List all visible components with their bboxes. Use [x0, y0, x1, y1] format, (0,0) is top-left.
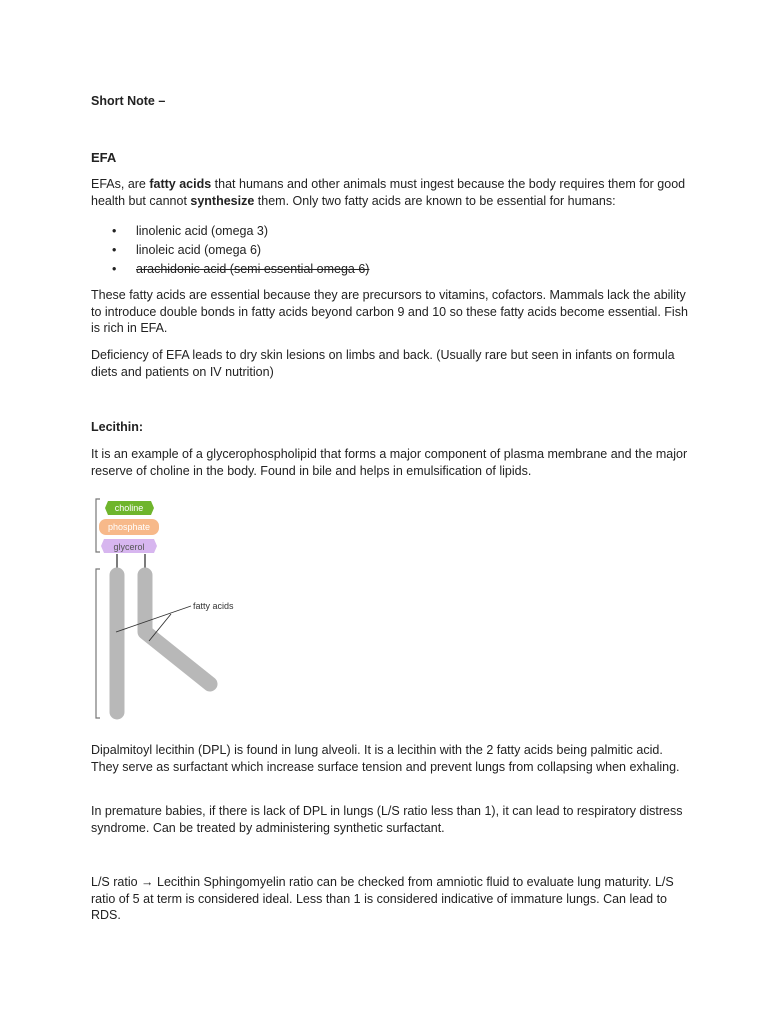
- efa-intro-bold-synthesize: synthesize: [190, 194, 255, 208]
- lecithin-paragraph-dpl: Dipalmitoyl lecithin (DPL) is found in lung alveoli. It is a lecithin with the 2 fatty acids being palmitic acid. They serve as surfactant which increase surface tension and prevent lungs from collapsing when exhaling.: [91, 743, 680, 774]
- efa-heading: EFA: [91, 150, 117, 165]
- choline-label: choline: [114, 503, 144, 513]
- efa-intro-text-2: that humans and other animals must ingest because the body requires them for good health but cannot: [91, 177, 686, 208]
- list-item-struck: • arachidonic acid (semi essential omega 6): [112, 260, 369, 279]
- lecithin-heading: Lecithin:: [91, 420, 144, 434]
- lecithin-paragraph-premature: In premature babies, if there is lack of DPL in lungs (L/S ratio less than 1), it can lead to respiratory distress syndrome. Can be treated by administering synthetic surfactant.: [91, 804, 683, 835]
- efa-intro-text-1: EFAs, are: [91, 177, 150, 191]
- lecithin-paragraph-ls-ratio: L/S ratio → Lecithin Sphingomyelin ratio can be checked from amniotic fluid to evaluate lung maturity. L/S ratio of 5 at term is considered ideal. Less than 1 is considered indicative of immature lungs. Can lead to RDS.: [91, 875, 674, 922]
- fatty-acids-pointer-1: [116, 606, 191, 632]
- tail-bracket: [96, 569, 100, 718]
- fatty-acids-label: fatty acids: [193, 601, 234, 611]
- lecithin-diagram: [88, 494, 248, 726]
- efa-intro-bold-fatty-acids: fatty acids: [149, 177, 212, 191]
- phosphate-label: phosphate: [107, 522, 151, 532]
- efa-intro-paragraph: [91, 176, 701, 210]
- document-title: Short Note –: [91, 94, 166, 108]
- list-item: • linoleic acid (omega 6): [112, 241, 369, 260]
- glycerol-label: glycerol: [113, 542, 145, 552]
- list-item: • linolenic acid (omega 3): [112, 222, 369, 241]
- efa-intro-text-3: them. Only two fatty acids are known to be essential for humans:: [254, 194, 616, 208]
- fatty-acid-tail-kinked: [145, 575, 210, 684]
- efa-list: [112, 222, 369, 279]
- lecithin-paragraph-definition: It is an example of a glycerophospholipid that forms a major component of plasma membrane and the major reserve of choline in the body. Found in bile and helps in emulsification of lipids.: [91, 447, 688, 478]
- efa-paragraph-deficiency: Deficiency of EFA leads to dry skin lesions on limbs and back. (Usually rare but seen in infants on formula diets and patients on IV nutrition): [91, 348, 675, 379]
- efa-paragraph-precursors: These fatty acids are essential because they are precursors to vitamins, cofactors. Mammals lack the ability to introduce double bonds in fatty acids beyond carbon 9 and 10 so these fatty acids become essential. Fish is rich in EFA.: [91, 288, 688, 335]
